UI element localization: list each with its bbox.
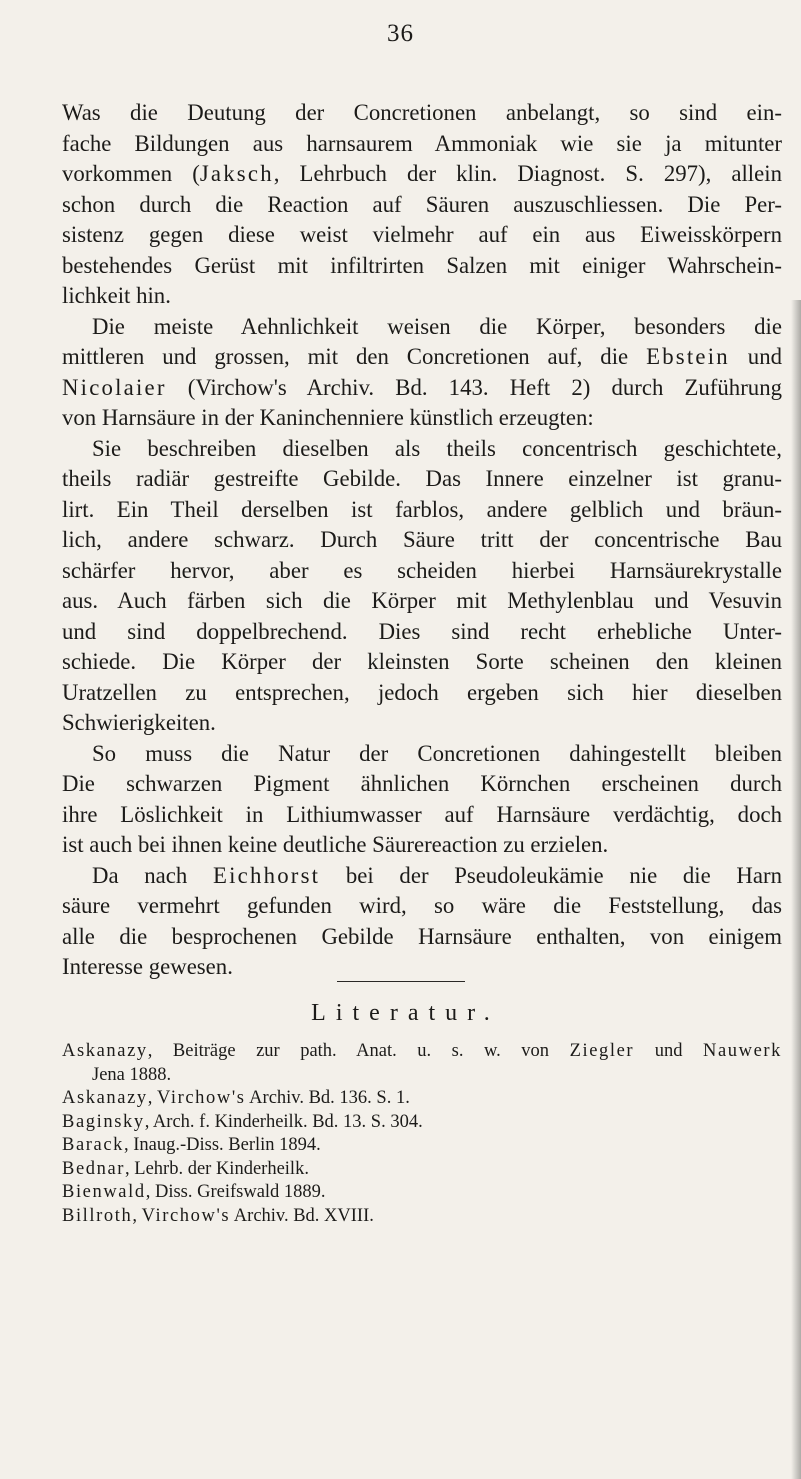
reference-item: Barack, Inaug.-Diss. Berlin 1894. bbox=[62, 1135, 321, 1155]
reference-item-continuation: Jena 1888. bbox=[92, 1064, 172, 1085]
reference-item: Bednar, Lehrb. der Kinderheilk. bbox=[62, 1158, 309, 1179]
page-edge-shadow bbox=[791, 300, 801, 1479]
reference-item: Askanazy, Beiträge zur path. Anat. u. s. w. von Ziegler und Nauwerk bbox=[62, 1041, 782, 1061]
reference-item: Askanazy, Virchow's Archiv. Bd. 136. S. 1. bbox=[62, 1088, 410, 1108]
text-line: fache Bildungen aus harnsaurem Ammoniak wie sie ja mitunter bbox=[62, 130, 782, 156]
text-line: Was die Deutung der Concretionen anbelangt, so sind ein- bbox=[62, 100, 782, 125]
text-line: sistenz gegen diese weist vielmehr auf ein aus Eiweisskörpern bbox=[62, 222, 782, 247]
text-line: ist auch bei ihnen keine deutliche Säurereaction zu erzielen. bbox=[62, 832, 609, 857]
text-line: von Harnsäure in der Kaninchenniere künstlich erzeugten: bbox=[62, 405, 594, 430]
text-line: vorkommen (Jaksch, Lehrbuch der klin. Diagnost. S. 297), allein bbox=[62, 161, 782, 186]
text-line: schiede. Die Körper der kleinsten Sorte scheinen den kleinen bbox=[62, 649, 782, 674]
text-line: schärfer hervor, aber es scheiden hierbei Harnsäurekrystalle bbox=[62, 557, 782, 583]
text-line: alle die besprochenen Gebilde Harnsäure enthalten, von einigem bbox=[62, 923, 782, 949]
text-line: lichkeit hin. bbox=[62, 283, 171, 308]
body-text bbox=[62, 98, 782, 983]
text-line: Da nach Eichhorst bei der Pseudoleukämie nie die Harn bbox=[92, 862, 783, 888]
reference-item: Bienwald, Diss. Greifswald 1889. bbox=[62, 1182, 326, 1202]
text-line: schon durch die Reaction auf Säuren auszuschliessen. Die Per- bbox=[62, 191, 782, 217]
text-line: theils radiär gestreifte Gebilde. Das Innere einzelner ist granu- bbox=[62, 466, 782, 491]
text-line: So muss die Natur der Concretionen dahingestellt bleiben bbox=[92, 740, 782, 766]
page-number: 36 bbox=[387, 20, 414, 47]
author-name: Nicolaier bbox=[62, 374, 167, 400]
text-line: Sie beschreiben dieselben als theils concentrisch geschichtete, bbox=[92, 435, 782, 461]
author-name: Jaksch bbox=[199, 161, 274, 186]
text-line: säure vermehrt gefunden wird, so wäre die Feststellung, das bbox=[62, 893, 782, 918]
section-divider bbox=[337, 981, 465, 982]
text-line: lirt. Ein Theil derselben ist farblos, andere gelblich und bräun- bbox=[62, 496, 782, 522]
text-line: und sind doppelbrechend. Dies sind recht erhebliche Unter- bbox=[62, 618, 782, 644]
text-line: mittleren und grossen, mit den Concretionen auf, die Ebstein und bbox=[62, 344, 782, 369]
author-name: Eichhorst bbox=[213, 862, 321, 888]
author-name: Ebstein bbox=[646, 344, 730, 369]
reference-item: Baginsky, Arch. f. Kinderheilk. Bd. 13. S. 304. bbox=[62, 1111, 423, 1132]
text-line: Die schwarzen Pigment ähnlichen Körnchen erscheinen durch bbox=[62, 771, 782, 796]
text-line: Nicolaier (Virchow's Archiv. Bd. 143. Heft 2) durch Zuführung bbox=[62, 374, 782, 400]
text-line: Die meiste Aehnlichkeit weisen die Körper, besonders die bbox=[92, 313, 782, 339]
text-line: ihre Löslichkeit in Lithiumwasser auf Harnsäure verdächtig, doch bbox=[62, 801, 782, 827]
reference-list bbox=[62, 1040, 782, 1228]
text-line: Uratzellen zu entsprechen, jedoch ergeben sich hier dieselben bbox=[62, 679, 782, 705]
text-line: aus. Auch färben sich die Körper mit Methylenblau und Vesuvin bbox=[62, 588, 782, 613]
text-line: lich, andere schwarz. Durch Säure tritt der concentrische Bau bbox=[62, 527, 782, 552]
literature-heading: Literatur. bbox=[311, 1000, 500, 1026]
text-line: Schwierigkeiten. bbox=[62, 710, 216, 735]
reference-item: Billroth, Virchow's Archiv. Bd. XVIII. bbox=[62, 1205, 374, 1226]
text-line: Interesse gewesen. bbox=[62, 954, 233, 979]
text-line: bestehendes Gerüst mit infiltrirten Salzen mit einiger Wahrschein- bbox=[62, 252, 782, 278]
